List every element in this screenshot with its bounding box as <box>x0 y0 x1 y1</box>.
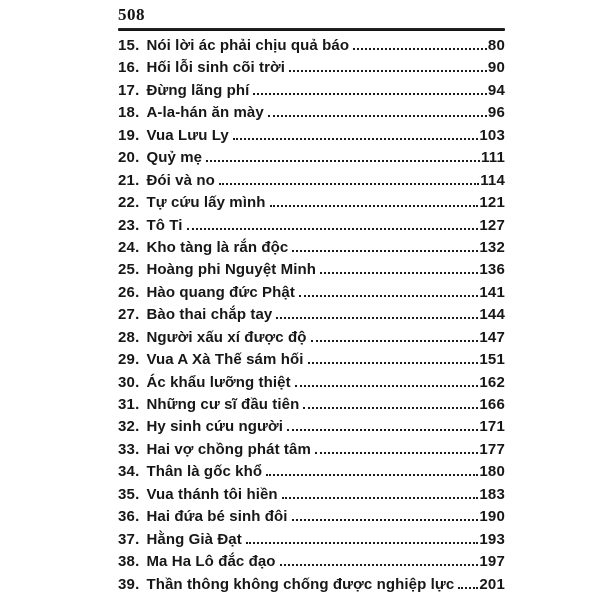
toc-entry-title: Vua Lưu Ly <box>146 126 229 144</box>
toc-entry-number: 28. <box>118 328 140 346</box>
toc-entry-page: 193 <box>479 530 505 548</box>
dot-leader <box>206 160 480 162</box>
toc-entry <box>118 59 505 81</box>
dot-leader <box>280 564 479 566</box>
toc-entry-number: 37. <box>118 530 140 548</box>
table-of-contents <box>118 37 505 598</box>
dot-leader <box>219 183 479 185</box>
toc-entry-page: 147 <box>479 328 505 346</box>
toc-entry <box>118 37 505 59</box>
toc-entry <box>118 329 505 351</box>
toc-entry-page: 114 <box>480 171 505 189</box>
dot-leader <box>253 93 486 95</box>
toc-entry-page: 127 <box>479 216 505 234</box>
toc-entry <box>118 261 505 283</box>
folio-page-number: 508 <box>118 5 145 24</box>
toc-entry-page: 111 <box>481 149 505 167</box>
toc-entry-page: 96 <box>487 104 505 122</box>
toc-entry <box>118 239 505 261</box>
toc-entry-title: Nói lời ác phải chịu quả báo <box>146 37 350 54</box>
toc-entry-title: Ác khẩu lưỡng thiệt <box>146 373 291 391</box>
toc-entry <box>118 396 505 418</box>
toc-entry-title: Hào quang đức Phật <box>146 283 295 301</box>
dot-leader <box>311 340 479 342</box>
toc-entry-number: 20. <box>118 149 140 167</box>
dot-leader <box>266 474 478 476</box>
dot-leader <box>303 407 478 409</box>
toc-entry-page: 190 <box>479 508 505 526</box>
toc-entry-page: 80 <box>487 37 505 54</box>
toc-entry-title: Đừng lãng phí <box>146 81 250 99</box>
dot-leader <box>282 497 479 499</box>
toc-entry-number: 17. <box>118 81 140 99</box>
toc-entry-page: 144 <box>479 306 505 324</box>
toc-entry <box>118 306 505 328</box>
toc-entry-title: Bào thai chắp tay <box>146 306 273 324</box>
toc-entry <box>118 576 505 598</box>
dot-leader <box>276 317 478 319</box>
dot-leader <box>315 452 478 454</box>
toc-entry-number: 27. <box>118 306 140 324</box>
dot-leader <box>299 295 478 297</box>
dot-leader <box>458 587 478 589</box>
toc-entry <box>118 486 505 508</box>
dot-leader <box>292 250 478 252</box>
toc-entry <box>118 531 505 553</box>
toc-entry-title: Hai vợ chồng phát tâm <box>146 440 311 458</box>
toc-entry-title: Vua thánh tôi hiền <box>146 485 278 503</box>
toc-entry-number: 34. <box>118 463 140 481</box>
toc-entry-number: 24. <box>118 238 140 256</box>
toc-entry-page: 177 <box>479 440 505 458</box>
toc-entry <box>118 82 505 104</box>
toc-entry-number: 36. <box>118 508 140 526</box>
toc-entry-title: Những cư sĩ đầu tiên <box>146 396 300 413</box>
toc-entry <box>118 127 505 149</box>
toc-entry-page: 197 <box>479 553 505 571</box>
toc-entry-page: 171 <box>479 418 505 436</box>
toc-entry-page: 90 <box>487 59 505 77</box>
toc-entry-number: 38. <box>118 553 140 571</box>
dot-leader <box>246 542 479 544</box>
dot-leader <box>292 519 479 521</box>
toc-entry-page: 121 <box>479 194 505 212</box>
toc-entry-title: Hy sinh cứu người <box>146 418 284 436</box>
toc-entry-title: Vua A Xà Thế sám hối <box>146 351 304 369</box>
dot-leader <box>295 385 479 387</box>
toc-entry-number: 15. <box>118 37 140 54</box>
toc-entry-number: 29. <box>118 351 140 369</box>
dot-leader <box>268 115 487 117</box>
toc-entry-number: 21. <box>118 171 140 189</box>
header-rule <box>118 28 505 31</box>
toc-entry-page: 201 <box>479 575 505 593</box>
toc-entry <box>118 172 505 194</box>
dot-leader <box>270 205 479 207</box>
toc-entry-title: Người xấu xí được độ <box>146 328 307 346</box>
toc-entry-page: 151 <box>479 351 505 369</box>
dot-leader <box>187 228 479 230</box>
toc-entry <box>118 374 505 396</box>
toc-entry-title: A-la-hán ăn mày <box>146 104 264 122</box>
toc-entry <box>118 104 505 126</box>
toc-entry-title: Hằng Già Đạt <box>146 530 242 548</box>
toc-entry <box>118 463 505 485</box>
toc-entry-number: 16. <box>118 59 140 77</box>
toc-entry-page: 103 <box>479 126 505 144</box>
toc-entry-number: 35. <box>118 485 140 503</box>
toc-entry-page: 183 <box>479 485 505 503</box>
toc-entry-number: 33. <box>118 440 140 458</box>
toc-entry-page: 180 <box>479 463 505 481</box>
toc-entry <box>118 508 505 530</box>
toc-entry-page: 136 <box>479 261 505 279</box>
toc-entry-page: 141 <box>479 283 505 301</box>
toc-entry-title: Tô Ti <box>146 216 183 234</box>
dot-leader <box>320 272 478 274</box>
dot-leader <box>289 70 487 72</box>
toc-entry-number: 25. <box>118 261 140 279</box>
dot-leader <box>287 429 478 431</box>
toc-entry <box>118 194 505 216</box>
toc-entry-title: Hối lỗi sinh cõi trời <box>146 59 286 77</box>
dot-leader <box>353 48 487 50</box>
toc-entry-title: Kho tàng là rắn độc <box>146 238 289 256</box>
toc-entry-title: Thần thông không chống được nghiệp lực <box>146 575 455 593</box>
toc-entry-title: Quỷ mẹ <box>146 149 203 167</box>
toc-entry-title: Tự cứu lấy mình <box>146 194 266 212</box>
toc-entry-title: Ma Ha Lô đắc đạo <box>146 553 276 571</box>
toc-entry-title: Hai đứa bé sinh đôi <box>146 508 288 526</box>
toc-entry <box>118 149 505 171</box>
toc-entry <box>118 441 505 463</box>
toc-entry-number: 23. <box>118 216 140 234</box>
page-header <box>118 5 505 25</box>
toc-entry <box>118 217 505 239</box>
toc-entry-number: 18. <box>118 104 140 122</box>
toc-entry-page: 166 <box>479 396 505 413</box>
toc-entry-page: 132 <box>479 238 505 256</box>
toc-entry-title: Thân là gốc khổ <box>146 463 263 481</box>
toc-entry <box>118 553 505 575</box>
toc-entry <box>118 284 505 306</box>
toc-entry <box>118 351 505 373</box>
dot-leader <box>308 362 479 364</box>
toc-entry-title: Đói và no <box>146 171 215 189</box>
toc-entry <box>118 418 505 440</box>
toc-entry-page: 94 <box>487 81 505 99</box>
toc-entry-number: 31. <box>118 396 140 413</box>
toc-entry-title: Hoàng phi Nguyệt Minh <box>146 261 317 279</box>
toc-entry-number: 30. <box>118 373 140 391</box>
dot-leader <box>233 138 478 140</box>
toc-entry-number: 26. <box>118 283 140 301</box>
toc-entry-number: 39. <box>118 575 140 593</box>
toc-entry-number: 22. <box>118 194 140 212</box>
toc-entry-page: 162 <box>479 373 505 391</box>
toc-entry-number: 19. <box>118 126 140 144</box>
toc-entry-number: 32. <box>118 418 140 436</box>
